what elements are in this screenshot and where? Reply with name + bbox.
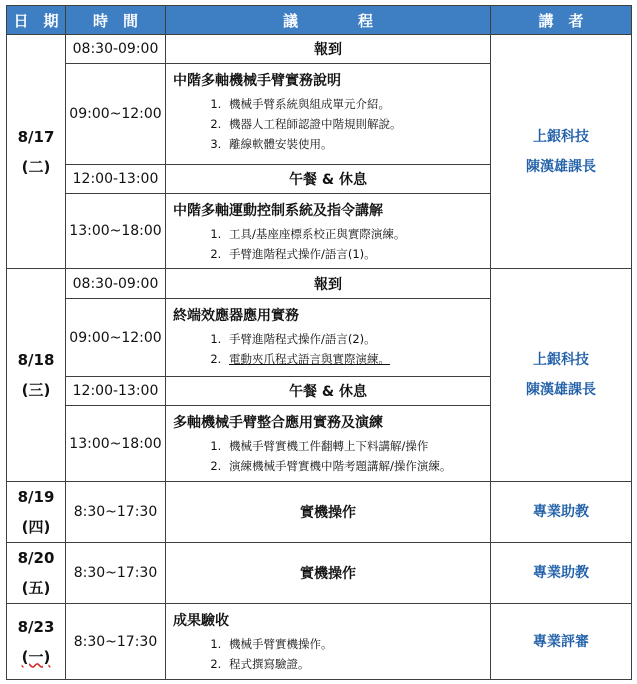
agenda-label: 實機操作 bbox=[166, 482, 491, 543]
table-row bbox=[7, 35, 632, 64]
agenda-label: 實機操作 bbox=[166, 543, 491, 604]
header-time: 時 間 bbox=[66, 6, 166, 35]
list-item: 2. 電動夾爪程式語言與實際演練。 bbox=[225, 349, 484, 369]
topic-title: 中階多軸運動控制系統及指令講解 bbox=[173, 203, 383, 219]
time-cell: 08:30-09:00 bbox=[66, 35, 166, 64]
agenda-label: 午餐 & 休息 bbox=[166, 165, 491, 194]
topic-title: 成果驗收 bbox=[173, 613, 229, 629]
time-cell: 8:30~17:30 bbox=[66, 543, 166, 604]
topic-list bbox=[173, 224, 484, 264]
speaker-company: 上銀科技 bbox=[533, 128, 589, 145]
speaker-name: 陳漢雄課長 bbox=[526, 382, 596, 398]
time-cell: 13:00~18:00 bbox=[66, 406, 166, 482]
topic-title: 中階多軸機械手臂實務說明 bbox=[173, 73, 341, 89]
topic-title: 終端效應器應用實務 bbox=[173, 308, 299, 324]
header-speaker: 講 者 bbox=[491, 6, 632, 35]
speaker-cell bbox=[491, 35, 632, 269]
agenda-label: 報到 bbox=[166, 35, 491, 64]
table-row bbox=[7, 543, 632, 604]
date-cell bbox=[7, 269, 66, 482]
topic-list bbox=[173, 94, 484, 154]
weekday: (二) bbox=[21, 157, 51, 176]
time-cell: 12:00-13:00 bbox=[66, 165, 166, 194]
table-row bbox=[7, 269, 632, 299]
time-cell: 09:00~12:00 bbox=[66, 299, 166, 377]
weekday: (一) bbox=[21, 647, 51, 666]
agenda-label: 報到 bbox=[166, 269, 491, 299]
topic-title: 多軸機械手臂整合應用實務及演練 bbox=[173, 415, 383, 431]
speaker-cell bbox=[491, 269, 632, 482]
date-cell bbox=[7, 482, 66, 543]
agenda-topic bbox=[166, 194, 491, 269]
date-cell bbox=[7, 543, 66, 604]
time-cell: 08:30-09:00 bbox=[66, 269, 166, 299]
date: 8/19 bbox=[17, 488, 55, 506]
agenda-topic bbox=[166, 406, 491, 482]
time-cell: 12:00-13:00 bbox=[66, 377, 166, 406]
date-cell bbox=[7, 35, 66, 269]
header-row bbox=[7, 6, 632, 35]
list-item: 2. 機器人工程師認證中階規則解說。 bbox=[225, 114, 484, 134]
speaker-cell: 專業助教 bbox=[491, 543, 632, 604]
header-date: 日 期 bbox=[7, 6, 66, 35]
header-agenda: 議 程 bbox=[166, 6, 491, 35]
date-cell bbox=[7, 604, 66, 680]
weekday: (五) bbox=[21, 579, 51, 597]
list-item: 1. 手臂進階程式操作/語言(2)。 bbox=[225, 329, 484, 349]
topic-list bbox=[173, 634, 484, 674]
time-cell: 8:30~17:30 bbox=[66, 482, 166, 543]
list-item: 1. 工具/基座座標系校正與實際演練。 bbox=[225, 224, 484, 244]
list-item: 2. 程式撰寫驗證。 bbox=[225, 654, 484, 674]
list-item: 1. 機械手臂實機工件翻轉上下料講解/操作 bbox=[225, 436, 484, 456]
date: 8/23 bbox=[17, 617, 55, 636]
agenda-topic bbox=[166, 299, 491, 377]
table-row bbox=[7, 482, 632, 543]
agenda-topic bbox=[166, 64, 491, 165]
date: 8/18 bbox=[17, 351, 55, 369]
list-item: 1. 機械手臂實機操作。 bbox=[225, 634, 484, 654]
speaker-company: 上銀科技 bbox=[533, 352, 589, 368]
date: 8/17 bbox=[17, 127, 55, 146]
topic-list bbox=[173, 436, 484, 476]
agenda-topic bbox=[166, 604, 491, 680]
list-item: 2. 手臂進階程式操作/語言(1)。 bbox=[225, 244, 484, 264]
time-cell: 09:00~12:00 bbox=[66, 64, 166, 165]
speaker-name: 陳漢雄課長 bbox=[526, 158, 596, 175]
time-cell: 8:30~17:30 bbox=[66, 604, 166, 680]
date: 8/20 bbox=[17, 549, 55, 567]
list-item: 3. 離線軟體安裝使用。 bbox=[225, 134, 484, 154]
weekday: (四) bbox=[21, 518, 51, 536]
list-item: 1. 機械手臂系統與組成單元介紹。 bbox=[225, 94, 484, 114]
list-item: 2. 演練機械手臂實機中階考題講解/操作演練。 bbox=[225, 456, 484, 476]
weekday: (三) bbox=[21, 381, 51, 399]
time-cell: 13:00~18:00 bbox=[66, 194, 166, 269]
speaker-cell: 專業評審 bbox=[491, 604, 632, 680]
agenda-label: 午餐 & 休息 bbox=[166, 377, 491, 406]
topic-list bbox=[173, 329, 484, 369]
table-row bbox=[7, 604, 632, 680]
schedule-table bbox=[6, 5, 632, 680]
speaker-cell: 專業助教 bbox=[491, 482, 632, 543]
